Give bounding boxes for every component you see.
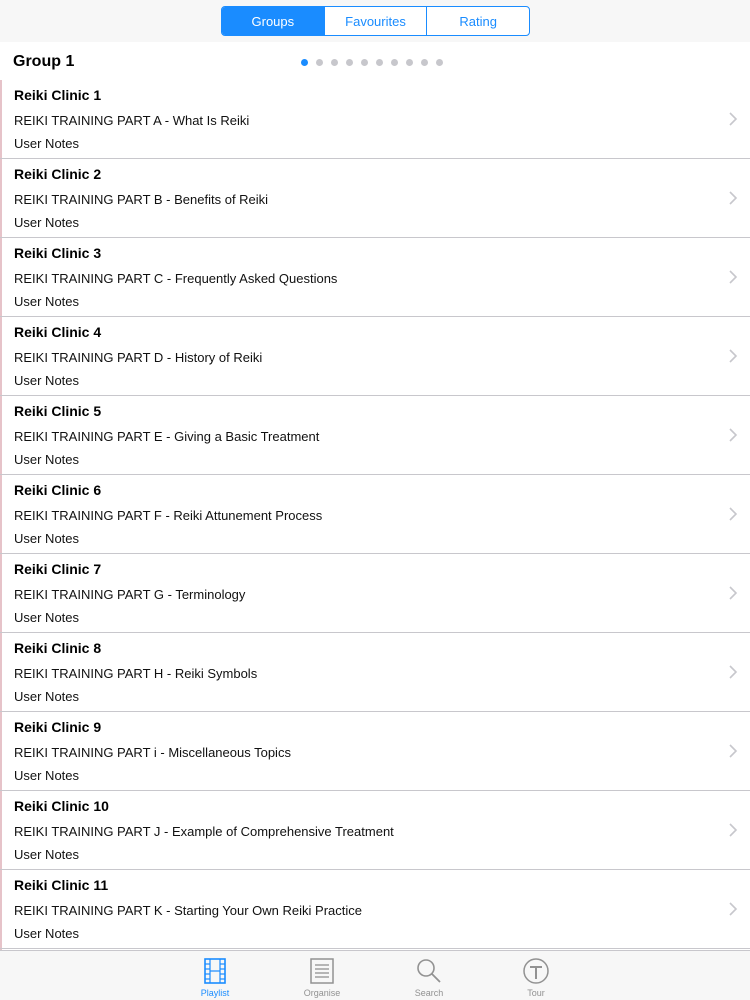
tab-label: Playlist [200,988,230,998]
playlist-list [0,80,750,949]
list-item[interactable] [0,712,750,791]
list-item[interactable] [0,80,750,159]
list-item[interactable] [0,475,750,554]
tab-bar [0,950,750,1000]
item-title: Reiki Clinic 2 [14,166,102,182]
chevron-right-icon [728,901,738,917]
item-subtitle: REIKI TRAINING PART G - Terminology [14,587,246,602]
list-item[interactable] [0,554,750,633]
tab-label: Tour [527,988,545,998]
chevron-right-icon [728,506,738,522]
segment-favourites[interactable]: Favourites [325,7,428,35]
item-title: Reiki Clinic 10 [14,798,109,814]
item-subtitle: REIKI TRAINING PART H - Reiki Symbols [14,666,258,681]
list-icon [308,957,336,985]
item-subtitle: REIKI TRAINING PART D - History of Reiki [14,350,263,365]
page-indicator[interactable] [301,59,443,66]
list-item[interactable] [0,238,750,317]
page-dot[interactable] [331,59,338,66]
page-dot[interactable] [301,59,308,66]
item-notes: User Notes [14,452,80,467]
chevron-right-icon [728,111,738,127]
item-subtitle: REIKI TRAINING PART E - Giving a Basic Treatment [14,429,320,444]
page-dot[interactable] [361,59,368,66]
chevron-right-icon [728,269,738,285]
segmented-control [221,6,530,36]
item-title: Reiki Clinic 7 [14,561,102,577]
item-subtitle: REIKI TRAINING PART J - Example of Comprehensive Treatment [14,824,394,839]
list-item[interactable] [0,633,750,712]
list-item[interactable] [0,870,750,949]
item-notes: User Notes [14,531,80,546]
page-dot[interactable] [376,59,383,66]
tab-tour[interactable] [506,957,566,998]
page-dot[interactable] [421,59,428,66]
item-subtitle: REIKI TRAINING PART F - Reiki Attunement Process [14,508,323,523]
page-dot[interactable] [436,59,443,66]
search-icon [415,957,443,985]
item-title: Reiki Clinic 3 [14,245,102,261]
item-title: Reiki Clinic 11 [14,877,109,893]
item-notes: User Notes [14,689,80,704]
item-subtitle: REIKI TRAINING PART C - Frequently Asked Questions [14,271,338,286]
item-subtitle: REIKI TRAINING PART i - Miscellaneous Topics [14,745,291,760]
item-notes: User Notes [14,136,80,151]
list-item[interactable] [0,159,750,238]
tab-playlist[interactable] [185,957,245,998]
item-title: Reiki Clinic 5 [14,403,102,419]
item-notes: User Notes [14,610,80,625]
item-subtitle: REIKI TRAINING PART K - Starting Your Own Reiki Practice [14,903,362,918]
tab-label: Search [414,988,444,998]
chevron-right-icon [728,348,738,364]
item-notes: User Notes [14,847,80,862]
list-item[interactable] [0,317,750,396]
chevron-right-icon [728,190,738,206]
tab-label: Organise [303,988,341,998]
page-dot[interactable] [316,59,323,66]
item-subtitle: REIKI TRAINING PART B - Benefits of Reiki [14,192,269,207]
list-item[interactable] [0,791,750,870]
group-title: Group 1 [13,53,75,70]
item-notes: User Notes [14,373,80,388]
item-title: Reiki Clinic 6 [14,482,102,498]
film-icon [201,957,229,985]
item-subtitle: REIKI TRAINING PART A - What Is Reiki [14,113,250,128]
item-notes: User Notes [14,926,80,941]
item-title: Reiki Clinic 9 [14,719,102,735]
chevron-right-icon [728,822,738,838]
list-item[interactable] [0,396,750,475]
item-notes: User Notes [14,215,80,230]
segment-groups[interactable]: Groups [222,7,325,35]
item-title: Reiki Clinic 1 [14,87,102,103]
chevron-right-icon [728,664,738,680]
item-title: Reiki Clinic 4 [14,324,102,340]
page-dot[interactable] [346,59,353,66]
tour-icon [522,957,550,985]
chevron-right-icon [728,427,738,443]
tab-search[interactable] [399,957,459,998]
item-title: Reiki Clinic 8 [14,640,102,656]
page-dot[interactable] [391,59,398,66]
chevron-right-icon [728,743,738,759]
item-notes: User Notes [14,768,80,783]
page-dot[interactable] [406,59,413,66]
item-notes: User Notes [14,294,80,309]
chevron-right-icon [728,585,738,601]
top-bar [0,0,750,42]
tab-organise[interactable] [292,957,352,998]
segment-rating[interactable]: Rating [459,13,497,29]
